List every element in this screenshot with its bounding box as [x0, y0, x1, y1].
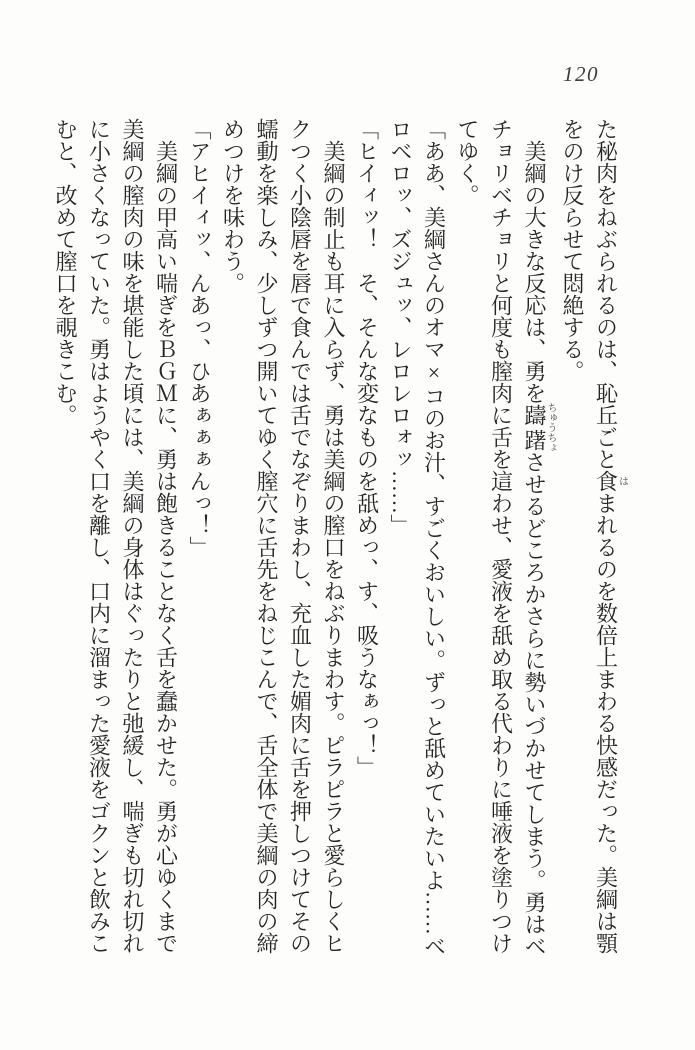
text-column: 美綱の甲高い喘ぎをＢＧＭに、勇は飽きることなく舌を蠢かせた。勇が心ゆくまで: [153, 118, 179, 954]
text-column: めつけを味わう。: [220, 118, 246, 294]
text-column: むと、改めて膣口を覗きこむ。: [53, 118, 78, 426]
furigana-annotated-word: 食は: [593, 470, 628, 492]
text-column: チョリベチョリと何度も膣肉に舌を這わせ、愛液を舐め取る代わりに唾液を塗りつけ: [488, 118, 514, 954]
text-column: ロベロッ、ズジュッ、レロレロォッ……」: [388, 118, 413, 536]
text-column: 蠕動を楽しみ、少しずつ開いてゆく膣穴に舌先をねじこんで、舌全体で美綱の肉の締: [254, 118, 279, 954]
text-column: た秘肉をねぶられるのは、恥丘ごと食はまれるのを数倍上まわる快感だった。美綱は顎: [593, 118, 628, 954]
text-column: 「ヒイィッ！ そ、そんな変なものを舐めっ、す、吸うなぁっ！」: [354, 118, 380, 778]
text-column: 美綱の制止も耳に入らず、勇は美綱の膣口をねぶりまわす。ピラピラと愛らしくヒ: [321, 118, 346, 954]
furigana-annotated-word: 躊躇ちゅうちょ: [522, 402, 556, 453]
page-number: 120: [563, 62, 599, 86]
text-column: てゆく。: [455, 118, 480, 206]
text-column: 美綱の大きな反応は、勇を躊躇ちゅうちょさせるどころかさらに勢いづかせてしまう。勇はベ: [522, 118, 556, 957]
text-column: クつく小陰唇を唇で食んでは舌でなぞりまわし、充血した媚肉に舌を押しつけてその: [287, 118, 313, 954]
text-column: 「ああ、美綱さんのオマ×コのお汁、すごくおいしい。ずっと舐めていたいよ……ベ: [421, 118, 447, 957]
text-column: に小さくなっていた。勇はようやく口を離し、口内に溜まった愛液をゴクンと飲みこ: [86, 118, 112, 954]
text-column: 美綱の膣肉の味を堪能した頃には、美綱の身体はぐったりと弛緩し、喘ぎも切れ切れ: [120, 118, 145, 954]
text-column: をのけ反らせて悶絶する。: [560, 118, 585, 382]
text-block: [49, 118, 628, 958]
text-column: 「アヒイィッ、んあっ、ひあぁぁぁんっ！」: [187, 118, 212, 558]
